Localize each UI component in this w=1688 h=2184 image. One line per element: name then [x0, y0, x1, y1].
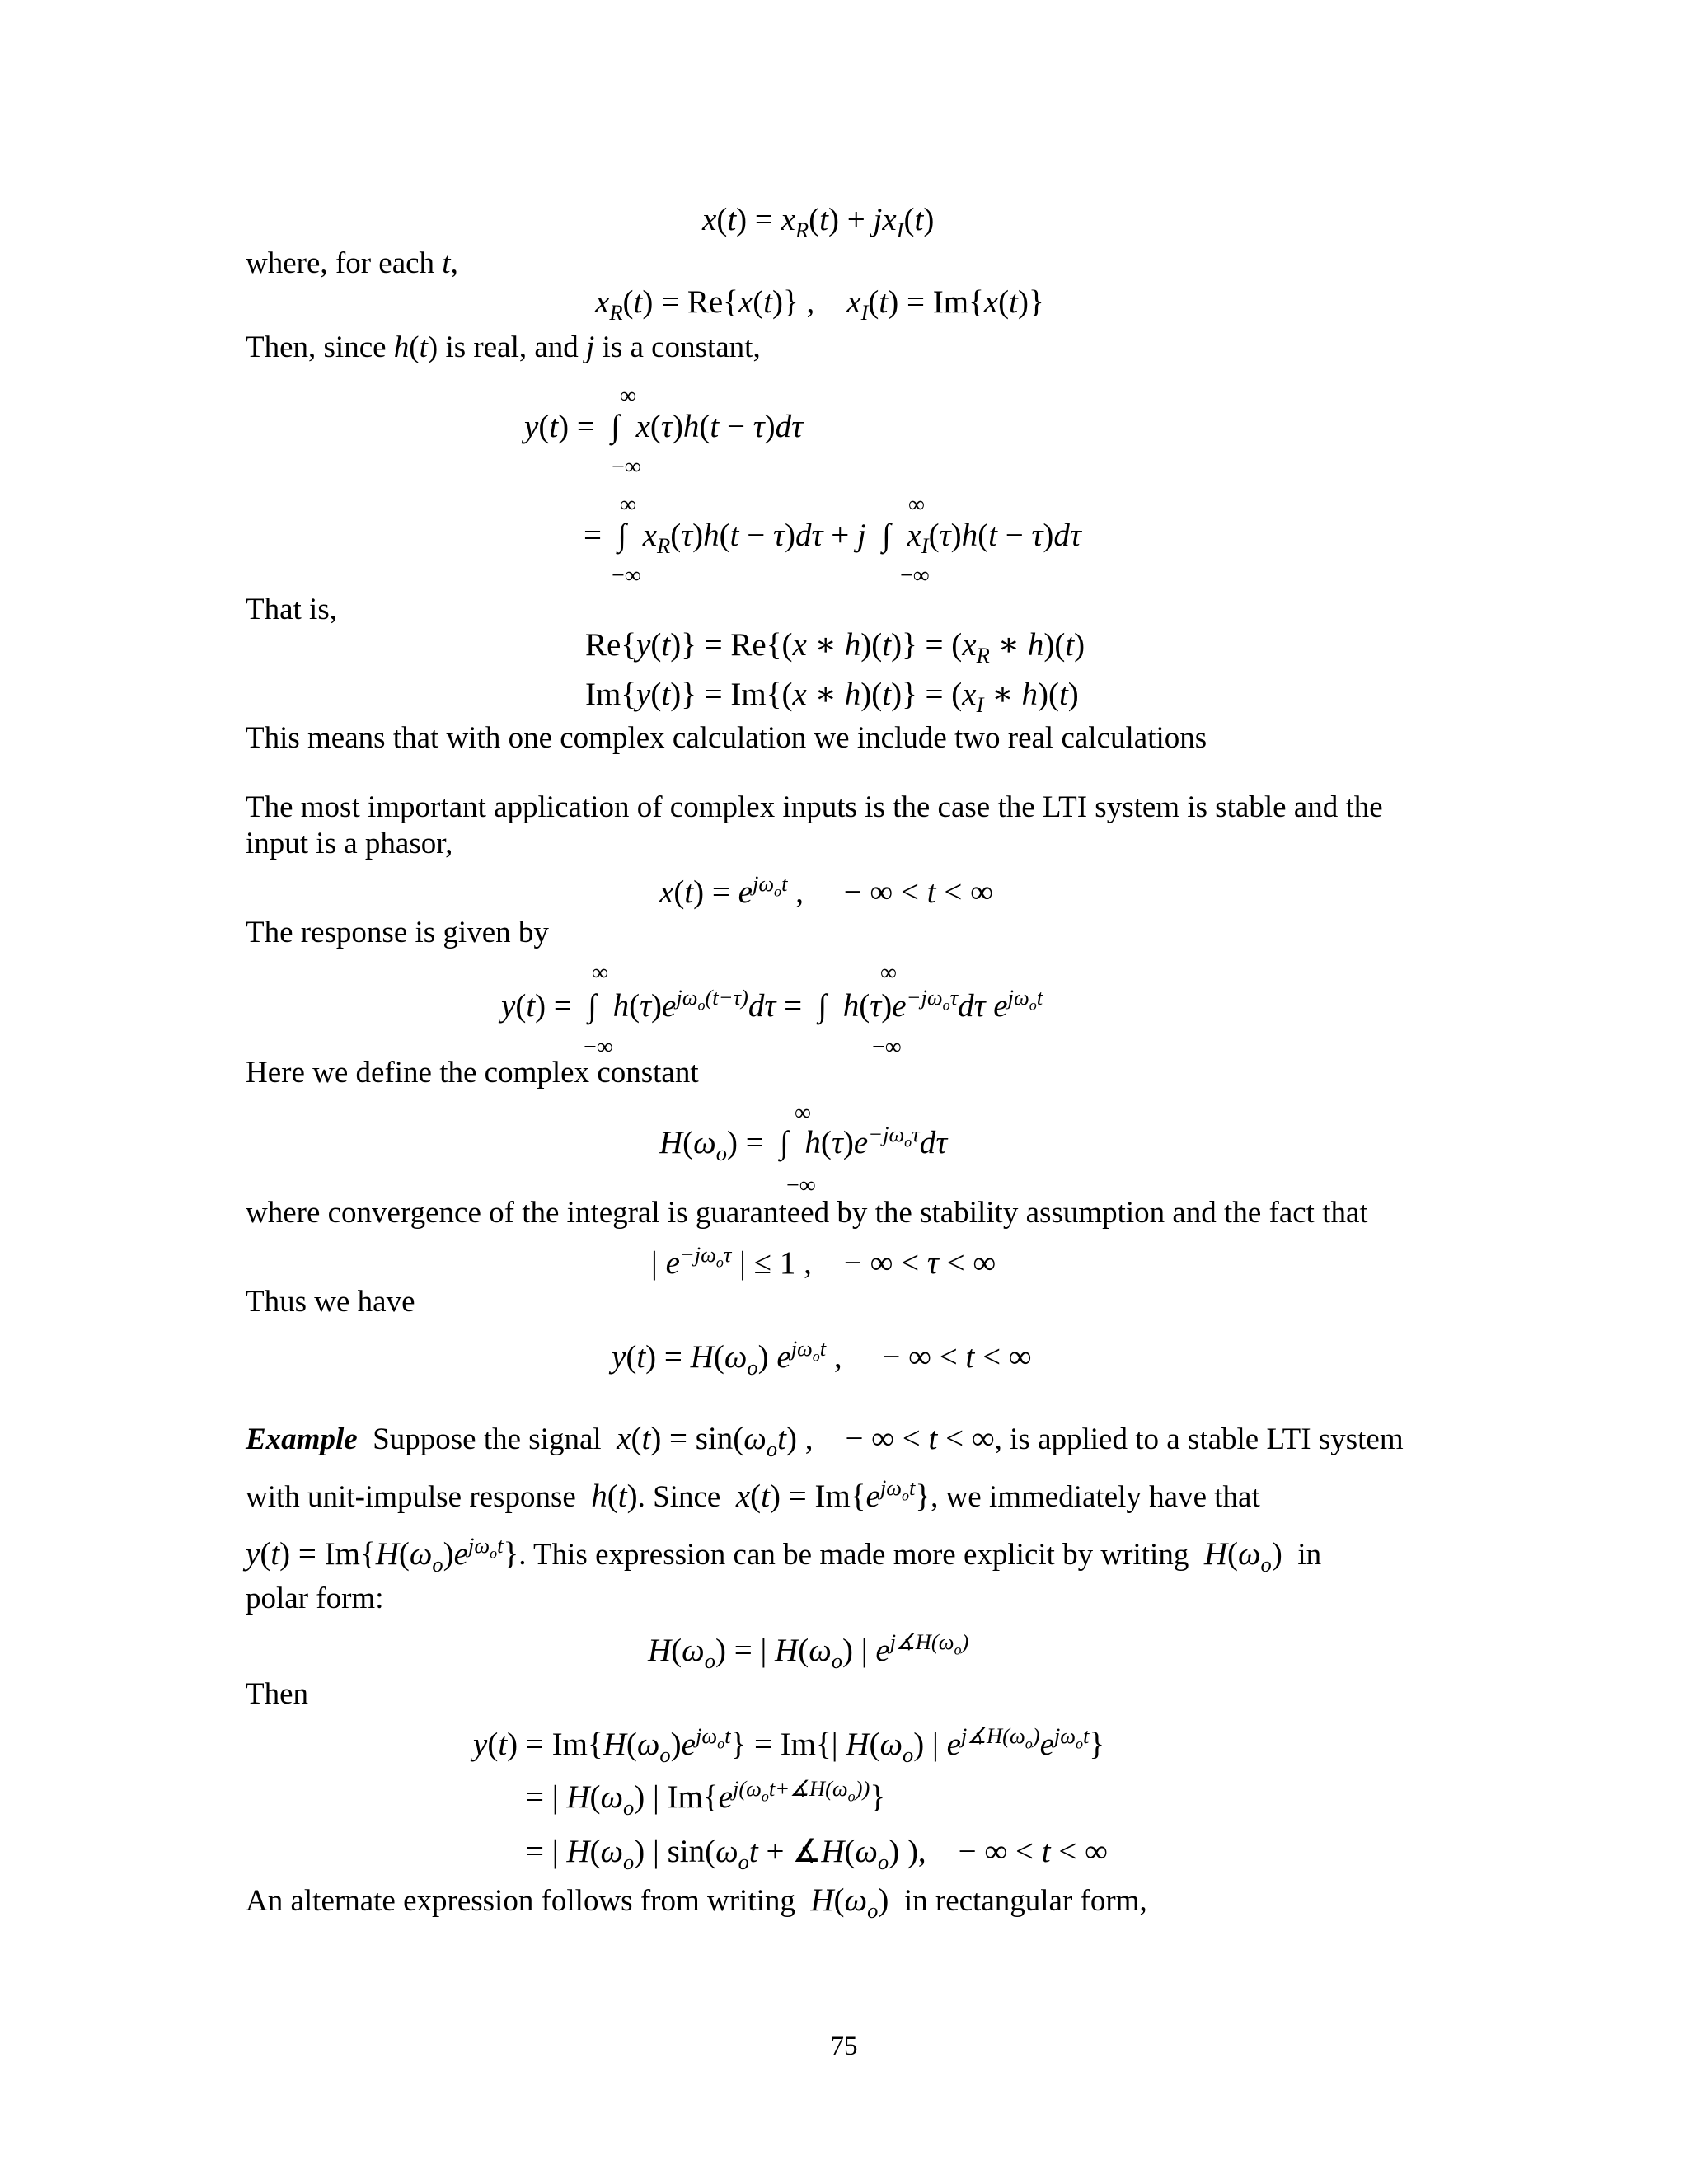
- limit-upper: ∞: [795, 1100, 811, 1126]
- equation-convolution: y(t) = ∫ x(τ)h(t − τ)dτ: [524, 409, 804, 444]
- equation-phasor-output: $y(t) = H(\omega_o)$ $e^{j\omega_ot}$ , − ∞ < t < ∞: [612, 1336, 1032, 1380]
- paragraph-thus-have: Thus we have: [246, 1285, 415, 1319]
- paragraph-alternate: An alternate expression follows from writing $H(\omega_o)$ in rectangular form,: [246, 1882, 1147, 1923]
- limit-upper: ∞: [620, 492, 636, 518]
- limit-lower: −∞: [786, 1173, 816, 1198]
- paragraph-example-line2: with unit-impulse response h(t). Since $x(t) = Im\{e^{j\omega_ot}\}$, we immediately have that: [246, 1475, 1260, 1514]
- limit-lower: −∞: [584, 1034, 613, 1060]
- paragraph-where-each-t: where, for each t,: [246, 246, 458, 280]
- paragraph-response-given: The response is given by: [246, 916, 549, 949]
- paragraph-most-important: The most important application of complex inputs is the case the LTI system is stable and the input is a phasor,: [246, 790, 1383, 860]
- paragraph-where-convergence: where convergence of the integral is guaranteed by the stability assumption and the fact that: [246, 1196, 1368, 1230]
- equation-bounded-exponential: | $e^{-j\omega_o\tau}$ | ≤ 1 , − ∞ < τ < ∞: [651, 1242, 996, 1281]
- limit-upper: ∞: [908, 492, 925, 518]
- equation-sinusoid-response-2: = | $H(\omega_o)$ | $Im\{e^{j(\omega_ot+∡H(\omega_o))}\}$: [526, 1776, 886, 1820]
- limit-upper: ∞: [620, 383, 636, 409]
- limit-upper: ∞: [592, 960, 608, 986]
- equation-sinusoid-response-1: $y(t) = Im\{H(\omega_o)e^{j\omega_ot}\} = Im\{|$ $H(\omega_o)$ | $e^{j∡H(\omega_o)}e^{j\omega_ot}$}: [473, 1723, 1105, 1767]
- paragraph-here-define: Here we define the complex constant: [246, 1056, 699, 1090]
- equation-phasor-input: $x(t) = e^{j\omega_ot}$ , − ∞ < t < ∞: [659, 871, 993, 910]
- example-label: Example: [246, 1422, 358, 1456]
- equation-sinusoid-response-3: = | $H(\omega_o)$ | $\sin(\omega_ot$ + $∡H(\omega_o)$ ), − ∞ < t < ∞: [526, 1834, 1108, 1874]
- equation-real-imag-parts: $x_R(t) = Re\{x(t)\}$ , $x_I(t) = Im\{x(t)\}$: [595, 284, 1044, 325]
- limit-lower: −∞: [872, 1034, 902, 1060]
- limit-lower: −∞: [900, 563, 930, 588]
- paragraph-that-is: That is,: [246, 593, 337, 626]
- equation-frequency-response: $H(\omega_o)$ = ∫ $h(\tau)e^{-j\omega_o\tau}d\tau$: [659, 1122, 948, 1165]
- equation-re-y: Re{y(t)} = Re{(x ∗ $h)(t)\} = (x_R$ ∗ h)(t): [585, 627, 1085, 668]
- equation-x-complex: $x(t) = x_R(t) + jx_I(t)$: [702, 202, 935, 242]
- paragraph-example-line3: $y(t) = Im\{H(\omega_o)e^{j\omega_ot}\}$. This expression can be made more explicit by writing $H(\omega_o)$ in: [246, 1533, 1322, 1577]
- equation-polar-form: $H(\omega_o)$ = | $H(\omega_o)$ | $e^{j∡H(\omega_o)}$: [648, 1629, 969, 1673]
- equation-im-y: Im{y(t)} = Im{(x ∗ $h)(t)\} = (x_I$ ∗ h)(t): [585, 677, 1079, 717]
- paragraph-polar-form: polar form:: [246, 1582, 384, 1615]
- limit-upper: ∞: [880, 960, 897, 986]
- paragraph-then-since: Then, since h(t) is real, and j is a constant,: [246, 330, 761, 364]
- page-number: 75: [830, 2032, 858, 2061]
- paragraph-example-line1: Example Suppose the signal $x(t) = \sin(\omega_ot)$ , − ∞ < t < ∞, is applied to a stable LTI system: [246, 1421, 1404, 1461]
- paragraph-this-means: This means that with one complex calculation we include two real calculations: [246, 721, 1207, 755]
- equation-convolution-split: = ∫ $x_R(\tau)h(t - \tau)d\tau + j$ ∫ $x_I(\tau)h(t - \tau)d\tau$: [584, 518, 1081, 558]
- limit-lower: −∞: [612, 563, 641, 588]
- limit-lower: −∞: [612, 454, 641, 480]
- paragraph-then: Then: [246, 1677, 309, 1711]
- equation-phasor-response: y(t) = ∫ $h(\tau)e^{j\omega_o(t-\tau)}d\tau$ = ∫ $h(\tau)e^{-j\omega_o\tau}d\tau$ $e^{j\omega_ot}$: [501, 985, 1043, 1024]
